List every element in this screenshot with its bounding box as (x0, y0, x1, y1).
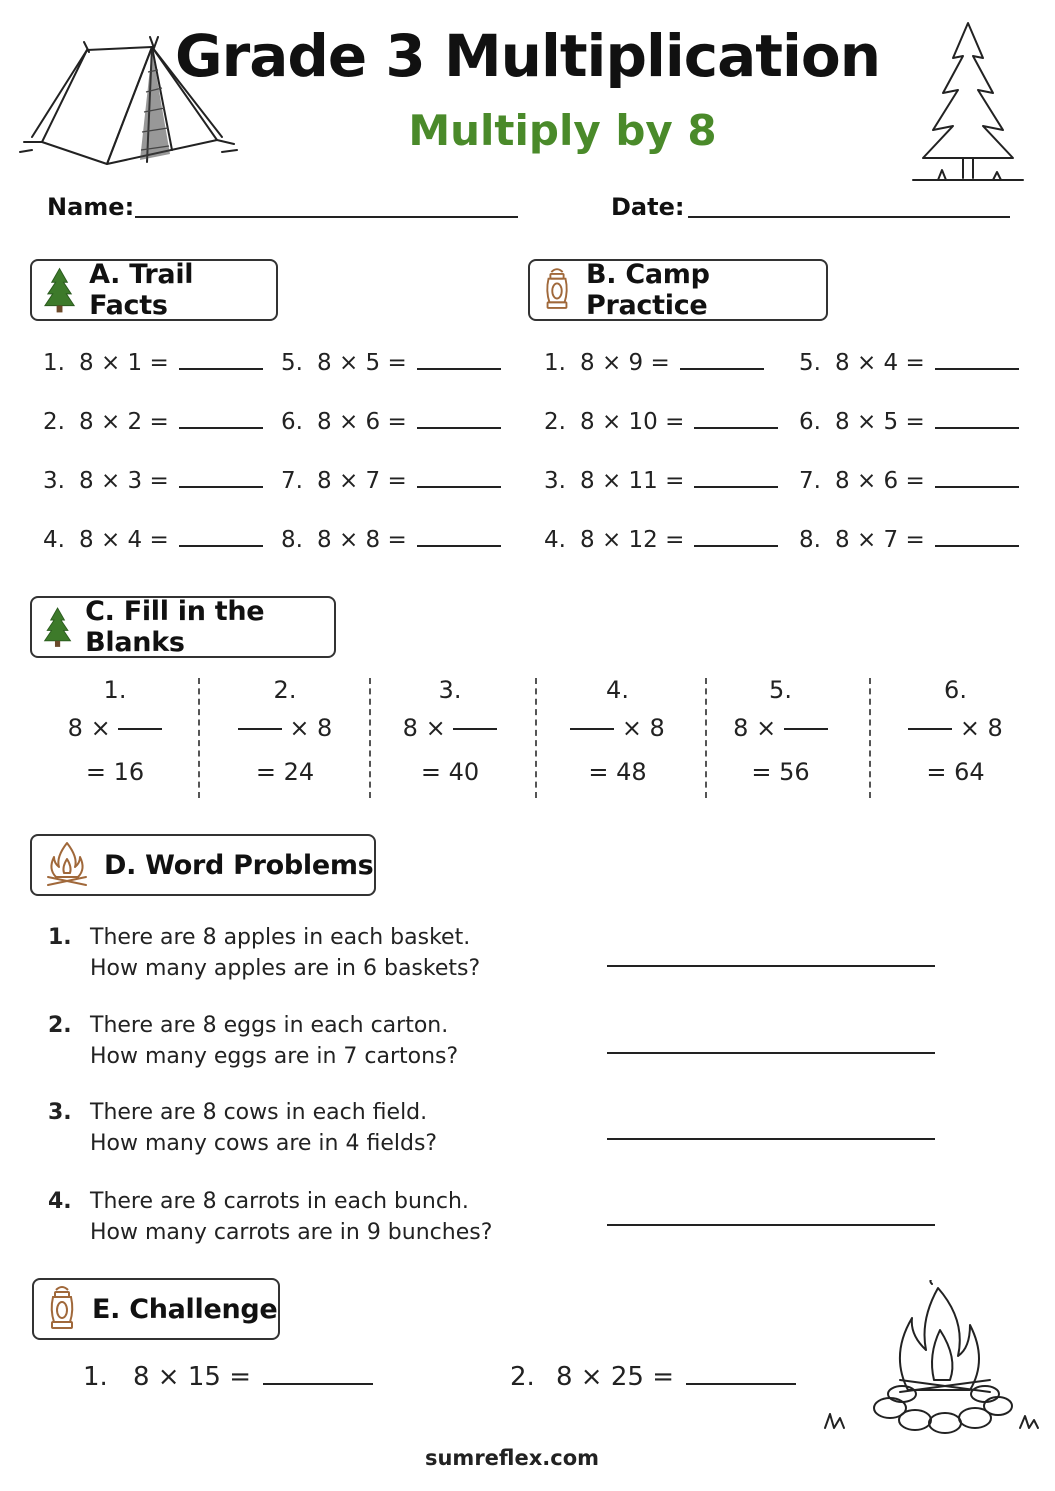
answer-blank[interactable] (263, 1383, 373, 1385)
date-field[interactable] (688, 216, 1010, 218)
answer-blank[interactable] (118, 728, 162, 730)
section-b-item: 4. 8 × 12 = (544, 527, 778, 553)
answer-blank[interactable] (238, 728, 282, 730)
answer-blank[interactable] (694, 486, 778, 488)
section-a-item: 8. 8 × 8 = (281, 527, 501, 553)
section-b-item: 8. 8 × 7 = (799, 527, 1019, 553)
pine-tree-icon (42, 266, 77, 314)
name-field[interactable] (135, 216, 518, 218)
section-b-item: 3. 8 × 11 = (544, 468, 778, 494)
page-subtitle: Multiply by 8 (408, 106, 717, 155)
section-b-label: B. Camp Practice (586, 259, 710, 321)
divider (369, 678, 371, 798)
challenge-item: 1. 8 × 15 = (83, 1362, 373, 1392)
answer-blank[interactable] (935, 545, 1019, 547)
section-b-item: 5. 8 × 4 = (799, 350, 1019, 376)
section-b-item: 7. 8 × 6 = (799, 468, 1019, 494)
answer-blank[interactable] (784, 728, 828, 730)
section-a-item: 6. 8 × 6 = (281, 409, 501, 435)
lantern-icon (540, 265, 574, 315)
answer-blank[interactable] (453, 728, 497, 730)
section-d-header (30, 834, 376, 896)
fill-blank-item: 5. 8 × = 56 (728, 676, 833, 794)
section-d-label: D. Word Problems (104, 849, 374, 881)
section-b-item: 2. 8 × 10 = (544, 409, 778, 435)
section-a-item: 7. 8 × 7 = (281, 468, 501, 494)
fill-blank-item: 6. × 8 = 64 (898, 676, 1013, 794)
section-c-label: C. Fill in the Blanks (85, 596, 265, 658)
lantern-icon (44, 1284, 80, 1334)
date-label: Date: (611, 193, 685, 221)
section-a-item: 5. 8 × 5 = (281, 350, 501, 376)
footer-site: sumreflex.com (424, 1446, 600, 1470)
pine-tree-icon (42, 603, 73, 651)
answer-blank[interactable] (179, 368, 263, 370)
answer-blank[interactable] (417, 486, 501, 488)
section-a-item: 2. 8 × 2 = (43, 409, 263, 435)
answer-blank[interactable] (908, 728, 952, 730)
answer-blank[interactable] (570, 728, 614, 730)
section-a-header (30, 259, 278, 321)
campfire-illustration (820, 1280, 1050, 1450)
section-b-header (528, 259, 828, 321)
fill-blank-item: 3. 8 × = 40 (395, 676, 505, 794)
answer-line[interactable] (607, 1138, 935, 1140)
answer-blank[interactable] (179, 427, 263, 429)
answer-blank[interactable] (179, 486, 263, 488)
answer-blank[interactable] (417, 368, 501, 370)
section-a-label: A. Trail Facts (89, 259, 194, 321)
section-a-item: 3. 8 × 3 = (43, 468, 263, 494)
answer-blank[interactable] (694, 427, 778, 429)
campfire-icon (42, 839, 92, 891)
challenge-item: 2. 8 × 25 = (510, 1362, 796, 1392)
section-b-item: 6. 8 × 5 = (799, 409, 1019, 435)
answer-line[interactable] (607, 1224, 935, 1226)
divider (535, 678, 537, 798)
answer-blank[interactable] (417, 545, 501, 547)
section-a-item: 4. 8 × 4 = (43, 527, 263, 553)
divider (705, 678, 707, 798)
section-b-item: 1. 8 × 9 = (544, 350, 764, 376)
answer-blank[interactable] (935, 368, 1019, 370)
fill-blank-item: 2. × 8 = 24 (225, 676, 345, 794)
section-a-item: 1. 8 × 1 = (43, 350, 263, 376)
answer-blank[interactable] (694, 545, 778, 547)
page-title: Grade 3 Multiplication (175, 22, 880, 90)
answer-blank[interactable] (686, 1383, 796, 1385)
section-c-header (30, 596, 336, 658)
name-label: Name: (47, 193, 135, 221)
answer-line[interactable] (607, 965, 935, 967)
answer-blank[interactable] (935, 427, 1019, 429)
divider (869, 678, 871, 798)
divider (198, 678, 200, 798)
answer-blank[interactable] (935, 486, 1019, 488)
fill-blank-item: 1. 8 × = 16 (55, 676, 175, 794)
section-e-header (32, 1278, 280, 1340)
answer-blank[interactable] (417, 427, 501, 429)
answer-blank[interactable] (680, 368, 764, 370)
answer-line[interactable] (607, 1052, 935, 1054)
section-e-label: E. Challenge (92, 1293, 278, 1325)
fill-blank-item: 4. × 8 = 48 (560, 676, 675, 794)
answer-blank[interactable] (179, 545, 263, 547)
